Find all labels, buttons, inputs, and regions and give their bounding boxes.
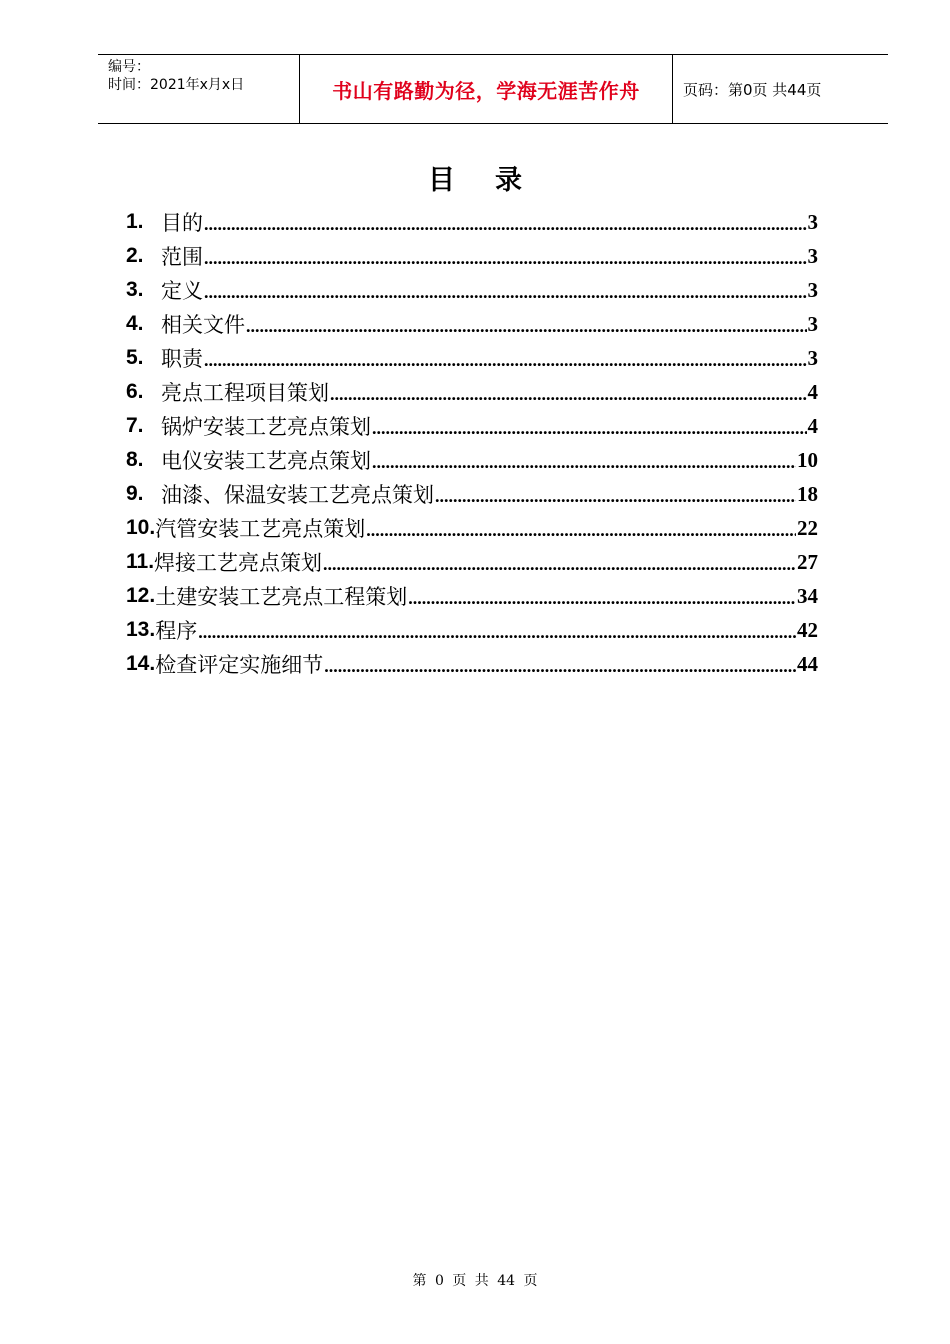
toc-dot-leader [330,377,807,411]
document-time-label: 时间：2021年x月x日 [108,77,245,93]
toc-entry-page: 4 [807,379,818,404]
header-page-info: 页码：第0页 共44页 [683,80,822,99]
toc-entry-title: 焊接工艺亮点策划 [154,551,323,575]
toc-dot-leader [324,649,796,683]
toc-dot-leader [372,445,796,479]
toc-entry[interactable] [126,375,818,409]
header-motto: 书山有路勤为径，学海无涯苦作舟 [300,55,673,123]
toc-entry-page: 3 [807,209,818,234]
toc-entry-number: 12. [126,584,156,607]
toc-entry-title: 目的 [161,211,203,235]
toc-entry-number: 7. [126,414,144,437]
toc-entry[interactable] [126,409,818,443]
toc-dot-leader [204,275,807,309]
toc-entry-number: 11. [126,550,155,573]
toc-entry-title: 程序 [155,619,198,643]
toc-entry[interactable] [126,579,818,613]
toc-entry-title: 油漆、保温安装工艺亮点策划 [161,483,434,507]
toc-entry-number: 6. [126,380,144,403]
toc-entry-title: 检查评定实施细节 [155,653,324,677]
toc-entry-title: 相关文件 [161,313,245,337]
toc-entry-page: 10 [797,447,818,472]
toc-dot-leader [246,309,807,343]
toc-entry-title: 汽管安装工艺亮点策划 [155,517,366,541]
page-footer: 第 0 页 共 44 页 [412,1273,538,1289]
toc-dot-leader [204,241,807,275]
toc-entry[interactable] [126,647,818,681]
toc-entry-number: 5. [126,346,144,369]
toc-entry-page: 44 [797,651,818,676]
toc-entry-number: 4. [126,312,144,335]
toc-entry-title: 范围 [161,245,203,269]
toc-entry-number: 2. [126,244,144,267]
toc-entry-title: 电仪安装工艺亮点策划 [161,449,371,473]
toc-entry[interactable] [126,477,818,511]
toc-entry-number: 14. [126,652,156,675]
toc-dot-leader [204,343,807,377]
toc-entry[interactable] [126,613,818,647]
toc-entry-page: 22 [797,515,818,540]
header-meta [98,55,300,123]
toc-entry-page: 42 [797,617,818,642]
toc-entry-page: 4 [807,413,818,438]
toc-entry-title: 亮点工程项目策划 [161,381,329,405]
toc-entry[interactable] [126,205,818,239]
toc-entry[interactable] [126,443,818,477]
toc-entry-page: 27 [797,549,818,574]
document-number-label: 编号： [108,59,150,75]
toc-entry-number: 8. [126,448,144,471]
toc-entry-page: 3 [807,277,818,302]
toc-entry-page: 3 [807,345,818,370]
toc-entry-title: 锅炉安装工艺亮点策划 [161,415,371,439]
toc-entry-page: 34 [797,583,818,608]
toc-entry[interactable] [126,341,818,375]
toc-entry-title: 职责 [161,347,203,371]
page-title: 目录 [428,165,562,196]
toc-entry-page: 3 [807,243,818,268]
toc-entry-title: 定义 [161,279,203,303]
toc-dot-leader [323,547,796,581]
toc-entry[interactable] [126,239,818,273]
toc-entry-page: 3 [807,311,818,336]
toc-dot-leader [198,615,796,649]
toc-entry-number: 9. [126,482,144,505]
toc-dot-leader [366,513,796,547]
toc-entry-title: 土建安装工艺亮点工程策划 [155,585,408,609]
toc-dot-leader [204,207,807,241]
toc-entry-number: 10. [126,516,156,539]
toc-entry[interactable] [126,511,818,545]
toc-dot-leader [435,479,796,513]
toc-entry-number: 13. [126,618,156,641]
table-of-contents [126,205,818,681]
toc-entry-number: 1. [126,210,144,233]
toc-entry[interactable] [126,273,818,307]
toc-entry-page: 18 [797,481,818,506]
toc-entry[interactable] [126,545,818,579]
page-header [98,54,888,124]
toc-dot-leader [408,581,796,615]
toc-dot-leader [372,411,807,445]
toc-entry-number: 3. [126,278,144,301]
toc-entry[interactable] [126,307,818,341]
